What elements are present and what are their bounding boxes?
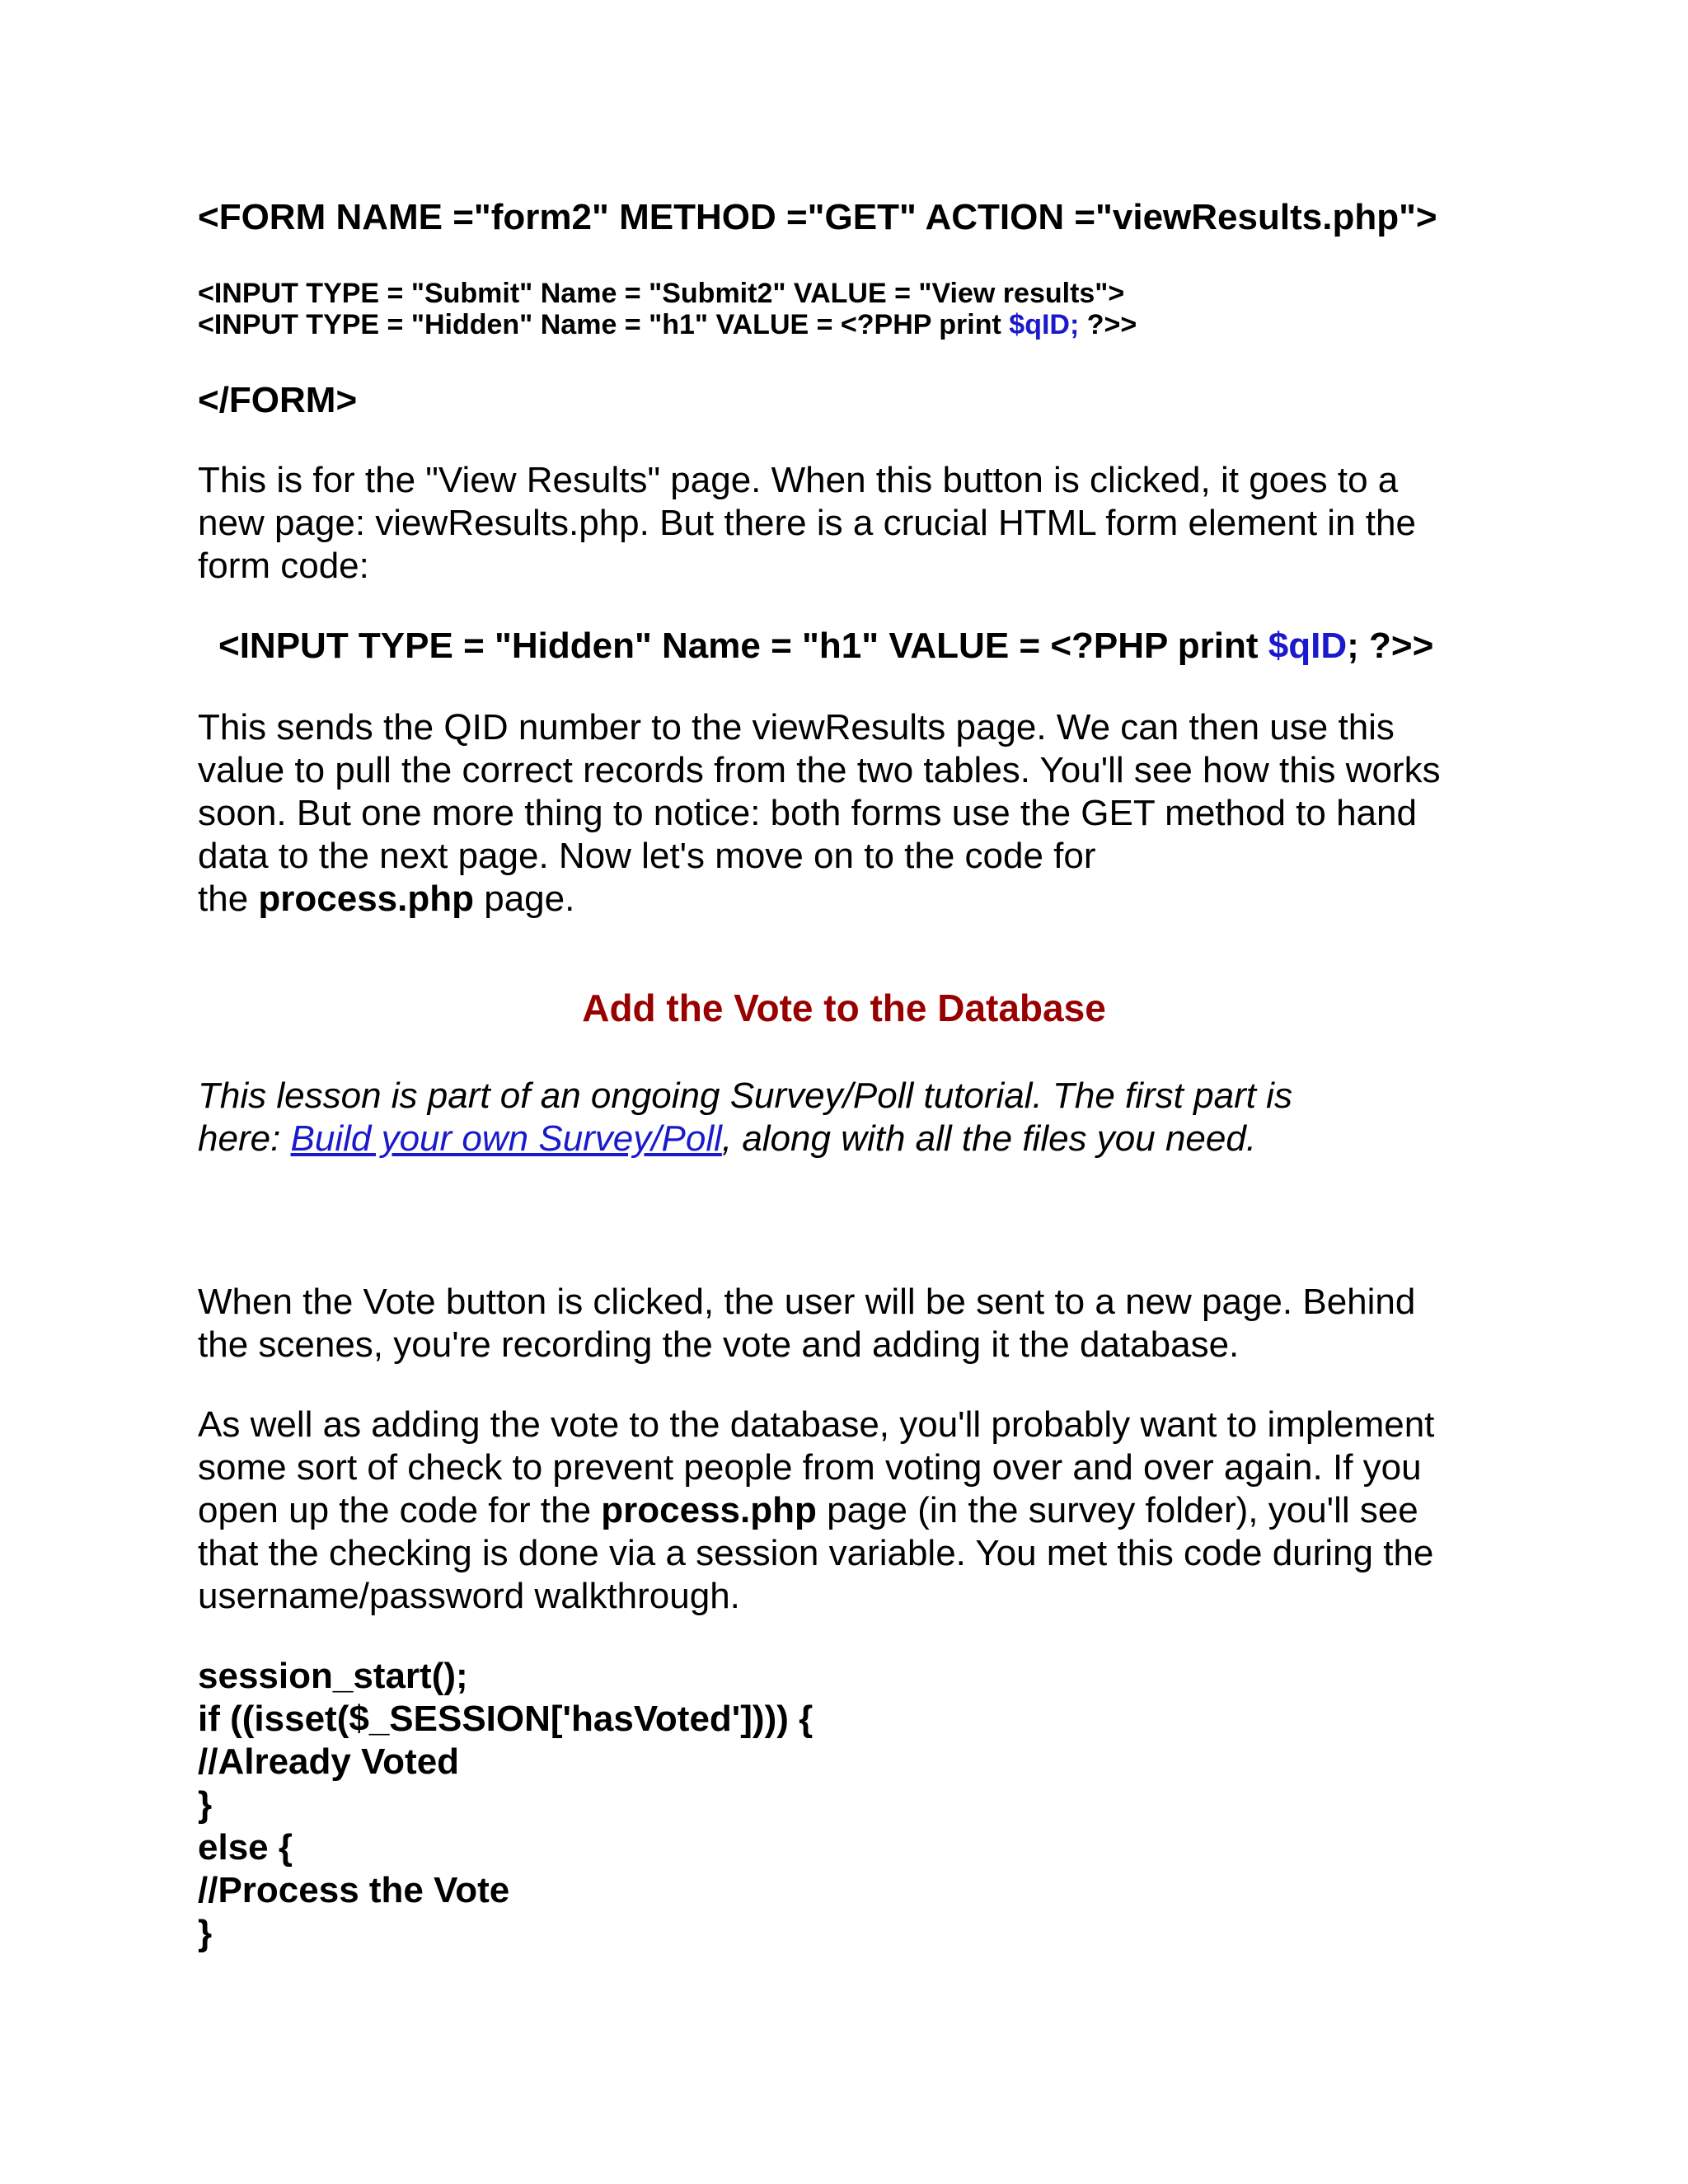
input-submit-code: <INPUT TYPE = "Submit" Name = "Submit2" VALUE = "View results"> [198,278,1125,309]
para1-line3: form code: [198,546,369,586]
code-line2: if ((isset($_SESSION['hasVoted']))) { [198,1699,814,1739]
para4-line3-suffix: page (in the survey folder), you'll see [816,1490,1418,1530]
para2-line5-prefix: the [198,879,259,919]
para4-line2: some sort of check to prevent people from voting over and over again. If you [198,1447,1422,1488]
intro-line2 [198,1118,1256,1160]
hidden-input-code [218,625,1433,668]
para2-line3: soon. But one more thing to notice: both forms use the GET method to hand [198,793,1417,833]
para2-line5 [198,878,574,921]
intro-line2-suffix: , along with all the files you need. [721,1118,1257,1159]
para2-line1: This sends the QID number to the viewResults page. We can then use this [198,707,1395,748]
input-hidden-var: $qID; [1009,309,1080,340]
input-hidden-prefix: <INPUT TYPE = "Hidden" Name = "h1" VALUE = <?PHP print [198,309,1010,340]
para1-line2: new page: viewResults.php. But there is a crucial HTML form element in the [198,503,1416,543]
hidden-input-suffix: ; ?>> [1347,626,1434,666]
para3-line2: the scenes, you're recording the vote and adding it the database. [198,1324,1240,1365]
hidden-input-var: $qID [1268,626,1348,666]
para4-line4: that the checking is done via a session variable. You met this code during the [198,1533,1434,1573]
para4-line3-prefix: open up the code for the [198,1490,602,1530]
survey-poll-link[interactable]: Build your own Survey/Poll [290,1118,722,1159]
form-open-code: <FORM NAME ="form2" METHOD ="GET" ACTION ="viewResults.php"> [198,197,1437,237]
para2-line5-bold: process.php [258,879,475,919]
para1-line1: This is for the "View Results" page. When this button is clicked, it goes to a [198,460,1399,500]
form-close-code: </FORM> [198,380,358,420]
input-hidden-suffix: ?>> [1079,309,1137,340]
para4-line1: As well as adding the vote to the database, you'll probably want to implement [198,1404,1435,1445]
code-line1: session_start(); [198,1656,468,1696]
code-line6: //Process the Vote [198,1870,510,1910]
para4-line3 [198,1489,1418,1532]
hidden-input-prefix: <INPUT TYPE = "Hidden" Name = "h1" VALUE = <?PHP print [218,626,1268,666]
input-hidden-code [198,308,1137,341]
code-line3: //Already Voted [198,1741,460,1782]
section-heading: Add the Vote to the Database [582,987,1106,1029]
para4-line3-bold: process.php [601,1490,817,1530]
code-line7: } [198,1913,213,1953]
para2-line4: data to the next page. Now let's move on to the code for [198,836,1096,876]
para2-line2: value to pull the correct records from the two tables. You'll see how this works [198,750,1441,790]
para3-line1: When the Vote button is clicked, the user will be sent to a new page. Behind [198,1282,1416,1322]
para4-line5: username/password walkthrough. [198,1576,740,1616]
para2-line5-suffix: page. [474,879,575,919]
code-line5: else { [198,1827,293,1868]
intro-line2-prefix: here: [198,1118,291,1159]
code-line4: } [198,1784,213,1825]
intro-line1: This lesson is part of an ongoing Survey/Poll tutorial. The first part is [198,1076,1292,1116]
